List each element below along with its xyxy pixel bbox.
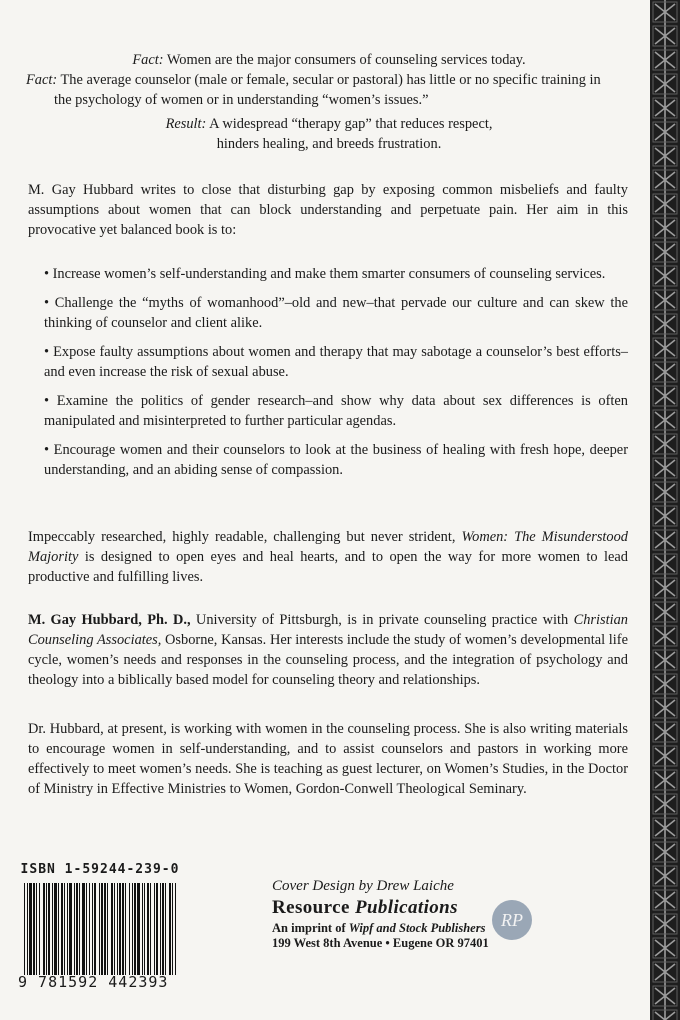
publisher-block bbox=[272, 878, 492, 951]
fact-label: Fact: bbox=[26, 72, 58, 88]
barcode-digits: 9 781592 442393 bbox=[18, 973, 169, 991]
author-bio-2: Dr. Hubbard, at present, is working with women in the counseling process. She is also writing materials to encourage women in self-understanding, and to assist counselors and pastors in working more effectively to meet women’s needs. She is teaching as guest lecturer, on Women’s Studies, in the Doctor of Ministry in Effective Ministries to Women, Gordon-Conwell Theological Seminary. bbox=[28, 721, 628, 797]
bullet-item: • Increase women’s self-understanding and make them smarter consumers of counseling services. bbox=[44, 266, 606, 282]
publisher-name bbox=[272, 897, 492, 919]
isbn-label: ISBN 1-59244-239-0 bbox=[20, 862, 180, 877]
publisher-name-part1: Resource bbox=[272, 897, 350, 918]
imprint-name: Wipf and Stock Publishers bbox=[348, 921, 486, 935]
author-name: M. Gay Hubbard, Ph. D., bbox=[28, 612, 191, 628]
publisher-address: 199 West 8th Avenue • Eugene OR 97401 bbox=[272, 936, 489, 950]
closing-after: is designed to open eyes and heal hearts, and to open the way for more women to lead productive and fulfilling lives. bbox=[28, 549, 628, 585]
bio-part2: Osborne, Kansas. Her interests include the study of women’s developmental life cycle, women’s needs and responses in the counseling process, and the integration of psychology and theology into a biblically based model for counseling theory and relationships. bbox=[28, 632, 628, 688]
result-line1: A widespread “therapy gap” that reduces respect, bbox=[209, 116, 493, 132]
fact-text: Women are the major consumers of counseling services today. bbox=[166, 52, 526, 68]
practice-name: Christian Counseling Associates, bbox=[28, 612, 628, 648]
celtic-knot-border-icon bbox=[650, 0, 680, 1020]
bullet-list bbox=[44, 264, 628, 489]
result-line2: hinders healing, and breeds frustration. bbox=[216, 136, 442, 152]
bullet-item: • Encourage women and their counselors to look at the business of healing with fresh hope, deeper understanding, and an abiding sense of compassion. bbox=[44, 442, 628, 478]
fact-1 bbox=[24, 50, 634, 70]
bullet-item: • Examine the politics of gender research–and show why data about sex differences is often manipulated and misinterpreted to further particular agendas. bbox=[44, 393, 628, 429]
bullet-item: • Expose faulty assumptions about women and therapy that may sabotage a counselor’s best efforts–and even increase the risk of sexual abuse. bbox=[44, 344, 628, 380]
barcode-block bbox=[18, 862, 182, 991]
closing-before: Impeccably researched, highly readable, challenging but never strident, bbox=[28, 529, 462, 545]
fact-label: Fact: bbox=[132, 52, 164, 68]
fact-2 bbox=[24, 70, 634, 110]
imprint-before: An imprint of bbox=[272, 921, 349, 935]
publisher-name-part2: Publications bbox=[354, 897, 458, 918]
publisher-logo bbox=[492, 900, 532, 940]
fact-text-line2: the psychology of women or in understanding “women’s issues.” bbox=[54, 92, 429, 108]
facts-section bbox=[24, 50, 634, 154]
logo-text: RP bbox=[501, 910, 523, 930]
bio-part1: University of Pittsburgh, is in private counseling practice with bbox=[190, 612, 574, 628]
decorative-border bbox=[650, 0, 680, 1020]
barcode-image bbox=[18, 883, 182, 975]
imprint-line bbox=[272, 921, 492, 936]
cover-design-credit: Cover Design by Drew Laiche bbox=[272, 878, 454, 894]
author-bio bbox=[28, 610, 628, 690]
intro-paragraph: M. Gay Hubbard writes to close that disturbing gap by exposing common misbeliefs and faulty assumptions about women that can block understanding and perpetuate pain. Her aim in this provocative yet balanced book is to: bbox=[28, 182, 628, 238]
result-label: Result: bbox=[165, 116, 207, 132]
fact-text-line1: The average counselor (male or female, secular or pastoral) has little or no specific training in bbox=[60, 72, 601, 88]
book-title: Women: The Misunderstood Majority bbox=[28, 529, 628, 565]
bullet-item: • Challenge the “myths of womanhood”–old and new–that pervade our culture and can skew the thinking of counselor and client alike. bbox=[44, 295, 628, 331]
result bbox=[24, 114, 634, 154]
closing-paragraph bbox=[28, 527, 628, 587]
